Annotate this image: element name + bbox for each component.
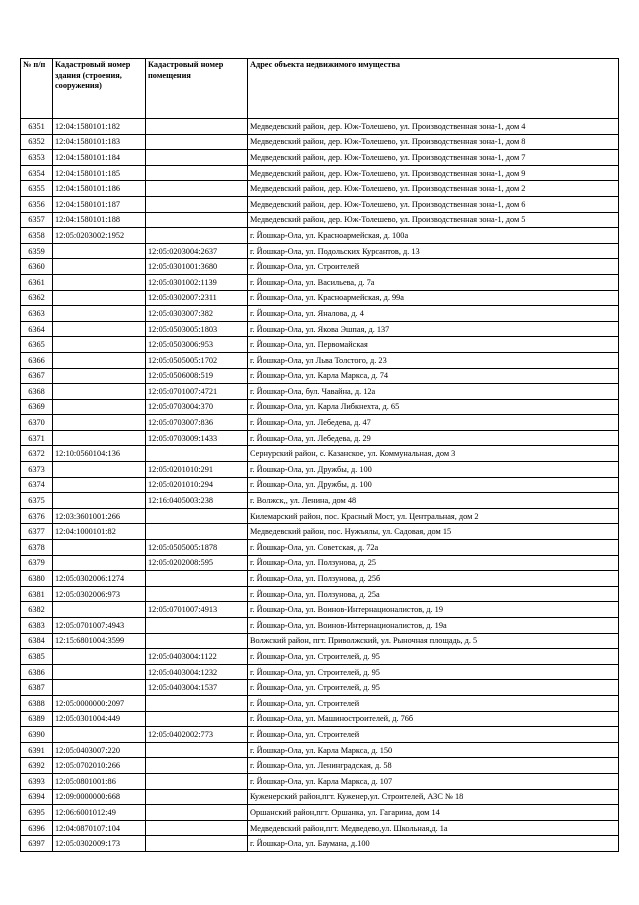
table-row (21, 586, 619, 602)
building-cadastral-number: 12:04:1580101:186 (53, 181, 146, 197)
table-row (21, 477, 619, 493)
building-cadastral-number (53, 399, 146, 415)
building-cadastral-number (53, 352, 146, 368)
table-row (21, 508, 619, 524)
premises-cadastral-number (146, 695, 248, 711)
address: г. Йошкар-Ола, ул. Машиностроителей, д. 76б (248, 711, 619, 727)
premises-cadastral-number: 12:05:0303007:382 (146, 306, 248, 322)
premises-cadastral-number (146, 742, 248, 758)
building-cadastral-number: 12:04:1580101:182 (53, 119, 146, 135)
table-row (21, 571, 619, 587)
premises-cadastral-number: 12:05:0703004:370 (146, 399, 248, 415)
address: г. Йошкар-Ола, ул. Баумана, д.100 (248, 836, 619, 852)
row-number: 6386 (21, 664, 53, 680)
table-row (21, 493, 619, 509)
address: г. Йошкар-Ола, ул. Строителей, д. 95 (248, 664, 619, 680)
address: г. Йошкар-Ола, ул. Карла Маркса, д. 107 (248, 773, 619, 789)
address: г. Йошкар-Ола, ул. Карла Маркса, д. 150 (248, 742, 619, 758)
row-number: 6365 (21, 337, 53, 353)
row-number: 6374 (21, 477, 53, 493)
table-row (21, 633, 619, 649)
row-number: 6378 (21, 540, 53, 556)
premises-cadastral-number (146, 571, 248, 587)
premises-cadastral-number (146, 773, 248, 789)
building-cadastral-number (53, 649, 146, 665)
premises-cadastral-number (146, 789, 248, 805)
premises-cadastral-number: 12:05:0203004:2637 (146, 243, 248, 259)
table-row (21, 649, 619, 665)
row-number: 6372 (21, 446, 53, 462)
premises-cadastral-number (146, 805, 248, 821)
building-cadastral-number (53, 602, 146, 618)
table-row (21, 119, 619, 135)
row-number: 6385 (21, 649, 53, 665)
address: Килемарский район, пос. Красный Мост, ул. Центральная, дом 2 (248, 508, 619, 524)
premises-cadastral-number: 12:05:0403004:1232 (146, 664, 248, 680)
table-body (21, 119, 619, 852)
row-number: 6355 (21, 181, 53, 197)
premises-cadastral-number (146, 618, 248, 634)
address: г. Йошкар-Ола, ул. Первомайская (248, 337, 619, 353)
table-row (21, 352, 619, 368)
address: г. Йошкар-Ола, ул. Васильева, д. 7а (248, 274, 619, 290)
address: г. Йошкар-Ола, ул. Ползунова, д. 25а (248, 586, 619, 602)
row-number: 6388 (21, 695, 53, 711)
premises-cadastral-number: 12:05:0505005:1702 (146, 352, 248, 368)
table-row (21, 306, 619, 322)
table-row (21, 212, 619, 228)
address: Медведевский район, дер. Юж-Толешево, ул. Производственная зона-1, дом 5 (248, 212, 619, 228)
row-number: 6395 (21, 805, 53, 821)
building-cadastral-number: 12:15:6801004:3599 (53, 633, 146, 649)
table-row (21, 228, 619, 244)
building-cadastral-number (53, 274, 146, 290)
header-premises-cadastral: Кадастровый номер помещения (146, 59, 248, 119)
table-row (21, 742, 619, 758)
address: г. Йошкар-Ола, ул. Подольских Курсантов, д. 13 (248, 243, 619, 259)
building-cadastral-number: 12:10:0560104:136 (53, 446, 146, 462)
table-row (21, 430, 619, 446)
row-number: 6384 (21, 633, 53, 649)
address: г. Йошкар-Ола, ул. Строителей (248, 259, 619, 275)
building-cadastral-number (53, 727, 146, 743)
row-number: 6361 (21, 274, 53, 290)
row-number: 6392 (21, 758, 53, 774)
premises-cadastral-number: 12:05:0701007:4913 (146, 602, 248, 618)
premises-cadastral-number (146, 758, 248, 774)
header-number: № п/п (21, 59, 53, 119)
row-number: 6366 (21, 352, 53, 368)
building-cadastral-number (53, 493, 146, 509)
building-cadastral-number: 12:04:1000101:82 (53, 524, 146, 540)
address: г. Йошкар-Ола, ул. Якова Эшпая, д. 137 (248, 321, 619, 337)
building-cadastral-number: 12:09:0000000:668 (53, 789, 146, 805)
building-cadastral-number (53, 384, 146, 400)
row-number: 6391 (21, 742, 53, 758)
row-number: 6369 (21, 399, 53, 415)
address: Медведевский район,пгт. Медведево,ул. Школьная,д. 1а (248, 820, 619, 836)
building-cadastral-number (53, 306, 146, 322)
premises-cadastral-number (146, 711, 248, 727)
building-cadastral-number: 12:05:0000000:2097 (53, 695, 146, 711)
address: г. Йошкар-Ола, ул. Ленинградская, д. 58 (248, 758, 619, 774)
document-page (20, 58, 618, 852)
premises-cadastral-number (146, 181, 248, 197)
premises-cadastral-number (146, 820, 248, 836)
building-cadastral-number (53, 462, 146, 478)
address: Оршанский район,пгт. Оршанка, ул. Гагарина, дом 14 (248, 805, 619, 821)
row-number: 6360 (21, 259, 53, 275)
address: г. Йошкар-Ола, ул. Строителей, д. 95 (248, 680, 619, 696)
table-row (21, 384, 619, 400)
row-number: 6359 (21, 243, 53, 259)
address: г. Йошкар-Ола, ул. Дружбы, д. 100 (248, 477, 619, 493)
premises-cadastral-number (146, 196, 248, 212)
row-number: 6354 (21, 165, 53, 181)
table-row (21, 680, 619, 696)
address: г. Йошкар-Ола, ул. Строителей (248, 695, 619, 711)
table-row (21, 150, 619, 166)
premises-cadastral-number: 12:05:0302007:2311 (146, 290, 248, 306)
building-cadastral-number (53, 259, 146, 275)
table-row (21, 773, 619, 789)
address: Медведевский район, дер. Юж-Толешево, ул. Производственная зона-1, дом 4 (248, 119, 619, 135)
address: г. Йошкар-Ола, ул. Карла Маркса, д. 74 (248, 368, 619, 384)
premises-cadastral-number: 12:05:0503005:1803 (146, 321, 248, 337)
table-row (21, 321, 619, 337)
premises-cadastral-number (146, 524, 248, 540)
address: г. Йошкар-Ола, ул. Воинов-Интернационалистов, д. 19 (248, 602, 619, 618)
address: Медведевский район, дер. Юж-Толешево, ул. Производственная зона-1, дом 2 (248, 181, 619, 197)
table-row (21, 540, 619, 556)
row-number: 6371 (21, 430, 53, 446)
row-number: 6363 (21, 306, 53, 322)
address: Медведевский район, дер. Юж-Толешево, ул. Производственная зона-1, дом 7 (248, 150, 619, 166)
table-row (21, 711, 619, 727)
building-cadastral-number: 12:05:0701007:4943 (53, 618, 146, 634)
premises-cadastral-number (146, 119, 248, 135)
row-number: 6387 (21, 680, 53, 696)
table-row (21, 555, 619, 571)
building-cadastral-number: 12:05:0702010:266 (53, 758, 146, 774)
address: г. Йошкар-Ола, ул. Красноармейская, д. 100а (248, 228, 619, 244)
building-cadastral-number: 12:04:1580101:185 (53, 165, 146, 181)
premises-cadastral-number (146, 228, 248, 244)
row-number: 6357 (21, 212, 53, 228)
address: г. Йошкар-Ола, ул. Ползунова, д. 25б (248, 571, 619, 587)
row-number: 6393 (21, 773, 53, 789)
address: г. Йошкар-Ола, ул. Воинов-Интернационалистов, д. 19а (248, 618, 619, 634)
table-row (21, 462, 619, 478)
address: г. Йошкар-Ола, ул. Лебедева, д. 47 (248, 415, 619, 431)
premises-cadastral-number: 12:05:0701007:4721 (146, 384, 248, 400)
row-number: 6379 (21, 555, 53, 571)
address: г. Йошкар-Ола, ул. Яналова, д. 4 (248, 306, 619, 322)
table-row (21, 820, 619, 836)
address: Медведевский район, дер. Юж-Толешево, ул. Производственная зона-1, дом 6 (248, 196, 619, 212)
row-number: 6381 (21, 586, 53, 602)
building-cadastral-number: 12:05:0203002:1952 (53, 228, 146, 244)
building-cadastral-number: 12:05:0302006:1274 (53, 571, 146, 587)
table-row (21, 181, 619, 197)
premises-cadastral-number: 12:05:0201010:291 (146, 462, 248, 478)
building-cadastral-number (53, 680, 146, 696)
row-number: 6383 (21, 618, 53, 634)
address: Медведевский район, дер. Юж-Толешево, ул. Производственная зона-1, дом 8 (248, 134, 619, 150)
address: г. Йошкар-Ола, ул. Дружбы, д. 100 (248, 462, 619, 478)
premises-cadastral-number (146, 836, 248, 852)
table-row (21, 618, 619, 634)
header-address: Адрес объекта недвижимого имущества (248, 59, 619, 119)
address: г. Йошкар-Ола, бул. Чавайна, д. 12а (248, 384, 619, 400)
row-number: 6382 (21, 602, 53, 618)
table-row (21, 399, 619, 415)
premises-cadastral-number: 12:05:0503006:953 (146, 337, 248, 353)
premises-cadastral-number (146, 150, 248, 166)
table-row (21, 290, 619, 306)
building-cadastral-number (53, 290, 146, 306)
building-cadastral-number: 12:05:0301004:449 (53, 711, 146, 727)
premises-cadastral-number: 12:05:0301001:3680 (146, 259, 248, 275)
address: г. Волжск,, ул. Ленина, дом 48 (248, 493, 619, 509)
premises-cadastral-number: 12:05:0403004:1537 (146, 680, 248, 696)
building-cadastral-number (53, 477, 146, 493)
premises-cadastral-number: 12:05:0505005:1878 (146, 540, 248, 556)
table-header-row (21, 59, 619, 119)
row-number: 6367 (21, 368, 53, 384)
building-cadastral-number: 12:04:1580101:187 (53, 196, 146, 212)
row-number: 6394 (21, 789, 53, 805)
table-row (21, 337, 619, 353)
table-row (21, 524, 619, 540)
building-cadastral-number (53, 243, 146, 259)
premises-cadastral-number: 12:05:0703009:1433 (146, 430, 248, 446)
premises-cadastral-number: 12:05:0301002:1139 (146, 274, 248, 290)
table-row (21, 695, 619, 711)
row-number: 6368 (21, 384, 53, 400)
address: г. Йошкар-Ола, ул. Ползунова, д. 25 (248, 555, 619, 571)
address: Сернурский район, с. Казанское, ул. Коммунальная, дом 3 (248, 446, 619, 462)
table-row (21, 727, 619, 743)
table-row (21, 368, 619, 384)
table-row (21, 134, 619, 150)
row-number: 6380 (21, 571, 53, 587)
address: Волжский район, пгт. Приволжский, ул. Рыночная площадь, д. 5 (248, 633, 619, 649)
premises-cadastral-number: 12:05:0202008:595 (146, 555, 248, 571)
table-row (21, 446, 619, 462)
address: г. Йошкар-Ола, ул Льва Толстого, д. 23 (248, 352, 619, 368)
table-row (21, 196, 619, 212)
table-row (21, 243, 619, 259)
address: г. Йошкар-Ола, ул. Строителей (248, 727, 619, 743)
address: Медведевский район, дер. Юж-Толешево, ул. Производственная зона-1, дом 9 (248, 165, 619, 181)
building-cadastral-number: 12:06:6001012:49 (53, 805, 146, 821)
building-cadastral-number (53, 415, 146, 431)
building-cadastral-number (53, 337, 146, 353)
building-cadastral-number: 12:05:0801001:86 (53, 773, 146, 789)
premises-cadastral-number: 12:05:0403004:1122 (146, 649, 248, 665)
premises-cadastral-number (146, 446, 248, 462)
row-number: 6373 (21, 462, 53, 478)
premises-cadastral-number (146, 134, 248, 150)
premises-cadastral-number (146, 212, 248, 228)
building-cadastral-number (53, 430, 146, 446)
table-row (21, 758, 619, 774)
building-cadastral-number (53, 664, 146, 680)
building-cadastral-number (53, 368, 146, 384)
table-row (21, 274, 619, 290)
premises-cadastral-number (146, 165, 248, 181)
building-cadastral-number: 12:05:0302006:973 (53, 586, 146, 602)
row-number: 6377 (21, 524, 53, 540)
address: г. Йошкар-Ола, ул. Красноармейская, д. 99а (248, 290, 619, 306)
row-number: 6397 (21, 836, 53, 852)
building-cadastral-number (53, 540, 146, 556)
building-cadastral-number (53, 555, 146, 571)
address: Медведевский район, пос. Нужъялы, ул. Садовая, дом 15 (248, 524, 619, 540)
table-row (21, 664, 619, 680)
row-number: 6356 (21, 196, 53, 212)
row-number: 6351 (21, 119, 53, 135)
address: г. Йошкар-Ола, ул. Советская, д. 72а (248, 540, 619, 556)
property-table (20, 58, 619, 852)
premises-cadastral-number (146, 586, 248, 602)
premises-cadastral-number: 12:05:0402002:773 (146, 727, 248, 743)
table-row (21, 789, 619, 805)
row-number: 6370 (21, 415, 53, 431)
table-row (21, 805, 619, 821)
address: г. Йошкар-Ола, ул. Лебедева, д. 29 (248, 430, 619, 446)
address: г. Йошкар-Ола, ул. Строителей, д. 95 (248, 649, 619, 665)
table-row (21, 836, 619, 852)
row-number: 6358 (21, 228, 53, 244)
table-row (21, 259, 619, 275)
row-number: 6375 (21, 493, 53, 509)
building-cadastral-number: 12:03:3601001:266 (53, 508, 146, 524)
row-number: 6389 (21, 711, 53, 727)
row-number: 6352 (21, 134, 53, 150)
row-number: 6396 (21, 820, 53, 836)
building-cadastral-number: 12:05:0403007:220 (53, 742, 146, 758)
building-cadastral-number: 12:04:1580101:188 (53, 212, 146, 228)
premises-cadastral-number (146, 633, 248, 649)
address: Куженерский район,пгт. Куженер,ул. Строителей, АЗС № 18 (248, 789, 619, 805)
row-number: 6353 (21, 150, 53, 166)
table-row (21, 415, 619, 431)
row-number: 6390 (21, 727, 53, 743)
premises-cadastral-number (146, 508, 248, 524)
row-number: 6376 (21, 508, 53, 524)
building-cadastral-number (53, 321, 146, 337)
row-number: 6364 (21, 321, 53, 337)
table-row (21, 165, 619, 181)
premises-cadastral-number: 12:16:0405003:238 (146, 493, 248, 509)
table-row (21, 602, 619, 618)
premises-cadastral-number: 12:05:0703007:836 (146, 415, 248, 431)
address: г. Йошкар-Ола, ул. Карла Либкнехта, д. 65 (248, 399, 619, 415)
building-cadastral-number: 12:04:1580101:183 (53, 134, 146, 150)
building-cadastral-number: 12:05:0302009:173 (53, 836, 146, 852)
header-building-cadastral: Кадастровый номер здания (строения, сооружения) (53, 59, 146, 119)
premises-cadastral-number: 12:05:0201010:294 (146, 477, 248, 493)
premises-cadastral-number: 12:05:0506008:519 (146, 368, 248, 384)
row-number: 6362 (21, 290, 53, 306)
building-cadastral-number: 12:04:0870107:104 (53, 820, 146, 836)
building-cadastral-number: 12:04:1580101:184 (53, 150, 146, 166)
